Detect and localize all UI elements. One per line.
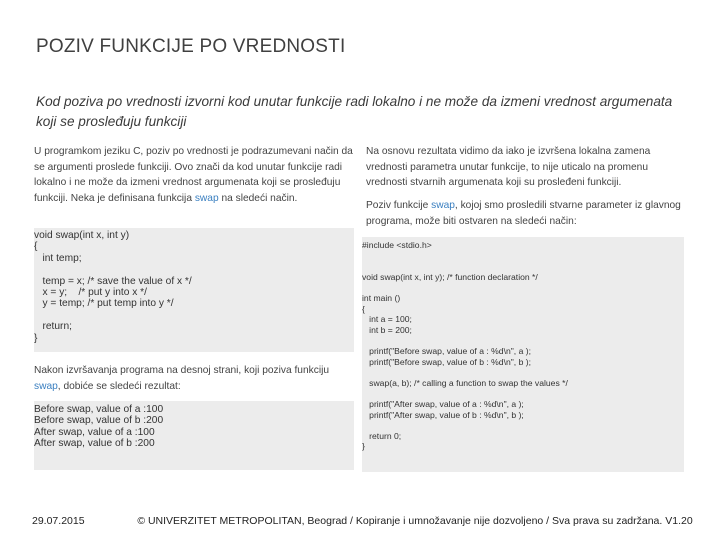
code-line: void swap(int x, int y); /* function declaration */ bbox=[362, 271, 538, 282]
code-line bbox=[362, 367, 684, 378]
code-line: int main () bbox=[362, 292, 401, 303]
code-line bbox=[362, 420, 684, 431]
slide-subtitle: Kod poziva po vrednosti izvorni kod unutar funkcije radi lokalno i ne može da izmeni vrednost argumenata koji se prosleđuju funkciji bbox=[36, 94, 673, 129]
code-line bbox=[34, 310, 354, 321]
right-paragraph-1: Na osnovu rezultata vidimo da iako je izvršena lokalna zamena vrednosti parametra unutar funkcije, to nije uticalo na promenu vrednosti stvarnih argumenata koji su prosleđeni funkciji. bbox=[366, 146, 651, 189]
left-intro-text-2: na sledeći način. bbox=[218, 192, 298, 204]
left-after-text-2: , dobiće se sledeći rezultat: bbox=[57, 380, 181, 392]
code-line: { bbox=[34, 241, 38, 253]
code-line: return 0; bbox=[362, 430, 402, 441]
code-line bbox=[362, 388, 684, 399]
code-line: } bbox=[362, 441, 365, 452]
code-line: printf("Before swap, value of b : %d\n", b ); bbox=[362, 356, 531, 367]
output-line: Before swap, value of a :100 bbox=[34, 404, 164, 415]
right-para2-text-2: , kojoj smo prosledili stvarne parameter iz glavnog programa, može biti ostvaren na sledeći način: bbox=[366, 200, 681, 227]
code-line bbox=[362, 335, 684, 346]
code-line: void swap(int x, int y) bbox=[34, 230, 130, 241]
code-line: printf("After swap, value of a : %d\n", a ); bbox=[362, 398, 524, 409]
code-line: #include <stdio.h> bbox=[362, 240, 432, 250]
code-line: int temp; bbox=[34, 252, 82, 264]
right-para2-swap-highlight: swap bbox=[431, 200, 455, 211]
left-intro-swap-highlight: swap bbox=[194, 192, 219, 204]
code-line: swap(a, b); /* calling a function to swap the values */ bbox=[362, 377, 568, 388]
code-line: printf("Before swap, value of a : %d\n", a ); bbox=[362, 345, 531, 356]
code-line: y = temp; /* put temp into y */ bbox=[34, 298, 174, 310]
code-line: return; bbox=[34, 321, 72, 333]
right-paragraph-2 bbox=[366, 198, 686, 229]
left-after-paragraph bbox=[34, 363, 334, 394]
code-line: x = y; /* put y into x */ bbox=[34, 287, 147, 299]
left-intro-paragraph bbox=[34, 144, 354, 206]
footer-copyright: © UNIVERZITET METROPOLITAN, Beograd / Kopiranje i umnožavanje nije dozvoljeno / Sva prava su zadržana. V1.20 bbox=[137, 515, 693, 527]
output-line: After swap, value of a :100 bbox=[34, 426, 155, 438]
output-block bbox=[34, 401, 354, 470]
left-after-text-1: Nakon izvršavanja programa na desnoj strani, koji poziva funkciju bbox=[34, 365, 330, 376]
left-after-swap-highlight: swap bbox=[34, 380, 58, 392]
code-line bbox=[362, 282, 684, 293]
code-line: { bbox=[362, 303, 365, 314]
code-line: printf("After swap, value of b : %d\n", b ); bbox=[362, 409, 524, 420]
right-code-block bbox=[362, 237, 684, 472]
code-line: int b = 200; bbox=[362, 324, 412, 335]
code-line bbox=[362, 261, 684, 272]
code-line bbox=[34, 264, 354, 275]
left-intro-text-1: U programkom jeziku C, poziv po vrednosti je podrazumevani način da se argumenti proslede funkciji. Ovo znači da kod unutar funkcije radi lokalno i ne može da izmeni vrednost argumenata koji se prosleđuju funkciji. Neka je definisana funkcija bbox=[34, 146, 353, 204]
output-line: Before swap, value of b :200 bbox=[34, 415, 164, 427]
left-code-block bbox=[34, 228, 354, 352]
code-line bbox=[362, 251, 684, 262]
output-line: After swap, value of b :200 bbox=[34, 438, 155, 450]
code-line: } bbox=[34, 332, 38, 344]
slide-title: POZIV FUNKCIJE PO VREDNOSTI bbox=[36, 36, 346, 57]
footer-date: 29.07.2015 bbox=[32, 515, 85, 527]
code-line: temp = x; /* save the value of x */ bbox=[34, 275, 192, 287]
code-line: int a = 100; bbox=[362, 314, 412, 325]
right-para2-text-1: Poziv funkcije bbox=[366, 200, 432, 211]
